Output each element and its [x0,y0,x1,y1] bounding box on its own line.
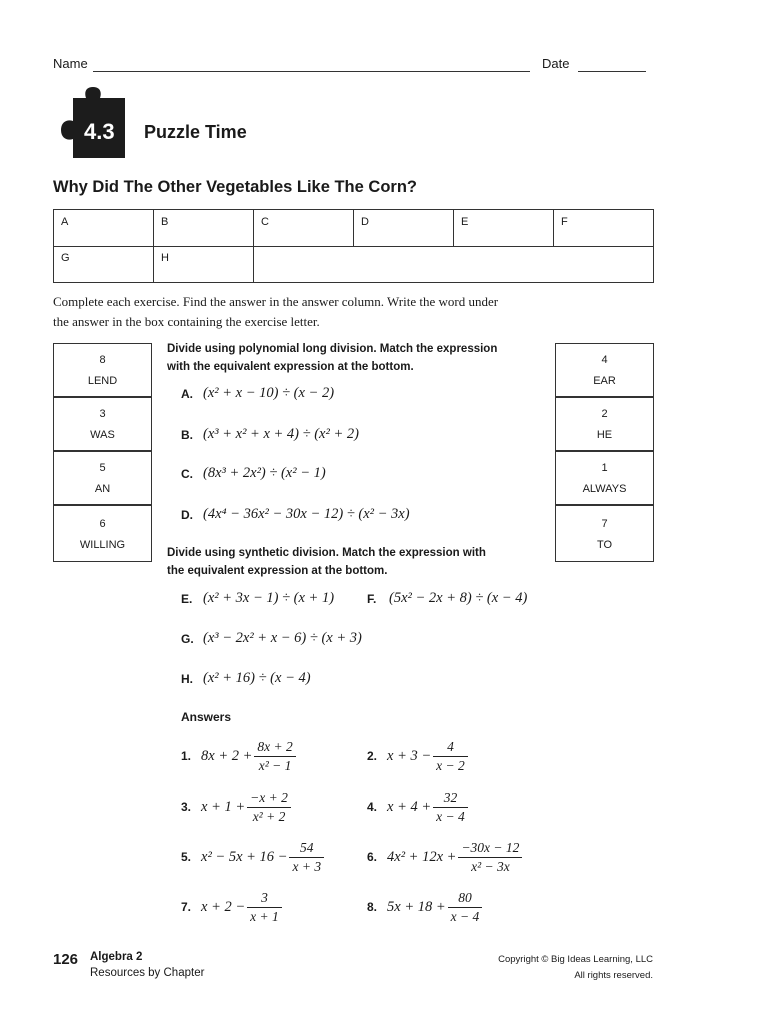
word-box [53,343,152,397]
answer-3 [181,787,293,827]
answer-label: 6. [367,850,378,864]
answer-box-d[interactable] [353,209,454,247]
word-box [53,451,152,505]
answer-4 [367,787,470,827]
riddle-question: Why Did The Other Vegetables Like The Corn? [53,178,417,196]
fraction-numerator: 3 [247,890,282,908]
date-field-line[interactable] [578,71,646,72]
word-text: EAR [593,375,616,387]
instructions [53,292,498,332]
word-box [555,451,654,505]
exercise-h: (x² + 16) ÷ (x − 4) [203,670,311,686]
word-box [555,505,654,562]
answer-label: 5. [181,850,192,864]
answer-lead: 8x + 2 + [201,747,253,764]
fraction-denominator: x² − 1 [258,757,292,773]
copyright-text: Copyright © Big Ideas Learning, LLC [498,954,653,965]
answer-fraction [254,739,295,774]
word-number: 4 [601,354,608,366]
fraction-denominator: x² + 2 [252,808,286,824]
answers-heading: Answers [181,710,232,724]
directions-synthetic-division [167,544,486,580]
fraction-denominator: x + 3 [292,858,322,874]
answer-lead: x + 4 + [387,798,432,815]
name-field-line[interactable] [93,71,530,72]
exercise-label-h: H. [181,672,193,686]
exercise-e: (x² + 3x − 1) ÷ (x + 1) [203,590,335,606]
fraction-numerator: 4 [433,739,468,757]
word-number: 5 [99,462,106,474]
answer-fraction [458,840,522,875]
answer-fraction [247,790,291,825]
answer-fraction [289,840,324,875]
word-number: 8 [99,354,106,366]
answer-label: 3. [181,800,192,814]
answer-lead: x + 2 − [201,898,246,915]
grid-letter-f: F [561,216,568,228]
grid-letter-e: E [461,216,469,228]
grid-letter-d: D [361,216,369,228]
word-box [53,397,152,451]
word-number: 7 [601,518,608,530]
exercise-b: (x³ + x² + x + 4) ÷ (x² + 2) [203,426,359,442]
word-number: 2 [601,408,608,420]
instructions-line-2: the answer in the box containing the exercise letter. [53,314,320,329]
directions-line: the equivalent expression at the bottom. [167,565,388,577]
directions-long-division [167,340,497,376]
answer-lead: x + 1 + [201,798,246,815]
grid-letter-a: A [61,216,69,228]
grid-letter-h: H [161,252,169,264]
section-number: 4.3 [84,119,115,144]
grid-letter-c: C [261,216,269,228]
fraction-denominator: x − 4 [450,908,480,924]
exercise-label-e: E. [181,592,193,606]
answer-2 [367,736,470,776]
date-label: Date [542,56,570,71]
exercise-label-b: B. [181,428,193,442]
answer-6 [367,837,524,877]
answer-8 [367,887,484,927]
answer-label: 2. [367,749,378,763]
fraction-numerator: 32 [433,790,468,808]
grid-letter-b: B [161,216,169,228]
answer-lead: 4x² + 12x + [387,848,457,865]
answer-label: 8. [367,900,378,914]
answer-fraction [433,790,468,825]
word-text: TO [596,539,613,551]
copyright-notice [498,952,653,984]
word-number: 3 [99,408,106,420]
word-text: HE [596,429,613,441]
fraction-numerator: 80 [448,890,483,908]
directions-line: Divide using synthetic division. Match the expression with [167,547,486,559]
exercise-d: (4x⁴ − 36x² − 30x − 12) ÷ (x² − 3x) [203,506,410,522]
answer-fraction [448,890,483,925]
word-text: ALWAYS [582,483,627,495]
fraction-denominator: x − 2 [436,757,465,773]
word-box [53,505,152,562]
fraction-numerator: 54 [289,840,324,858]
exercise-label-f: F. [367,592,377,606]
word-box [555,343,654,397]
page-title: Puzzle Time [144,122,247,142]
exercise-a: (x² + x − 10) ÷ (x − 2) [203,385,335,401]
answer-fraction [247,890,282,925]
answer-box-e[interactable] [453,209,554,247]
exercise-label-a: A. [181,387,193,401]
answer-label: 1. [181,749,192,763]
fraction-numerator: 8x + 2 [254,739,295,757]
name-label: Name [53,56,88,71]
fraction-numerator: −30x − 12 [458,840,522,858]
fraction-denominator: x² − 3x [471,858,510,874]
directions-line: Divide using polynomial long division. Match the expression [167,343,498,355]
word-text: WILLING [79,539,126,551]
answer-box-c[interactable] [253,209,354,247]
word-text: WAS [90,429,115,441]
fraction-numerator: −x + 2 [247,790,291,808]
exercise-label-g: G. [181,632,194,646]
fraction-denominator: x − 4 [436,808,465,824]
instructions-line-1: Complete each exercise. Find the answer in the answer column. Write the word under [53,294,499,309]
answer-lead: x² − 5x + 16 − [201,848,288,865]
answer-5 [181,837,326,877]
exercise-c: (8x³ + 2x²) ÷ (x² − 1) [203,465,326,481]
exercise-f: (5x² − 2x + 8) ÷ (x − 4) [389,590,528,606]
answer-box-a[interactable] [53,209,154,247]
answer-label: 7. [181,900,192,914]
exercise-label-d: D. [181,508,193,522]
directions-line: with the equivalent expression at the bottom. [167,361,414,373]
answer-box-f[interactable] [553,209,654,247]
answer-label: 4. [367,800,378,814]
page-number: 126 [53,951,79,968]
answer-lead: x + 3 − [387,747,432,764]
book-title: Algebra 2 [90,951,143,963]
answer-1 [181,736,298,776]
answer-lead: 5x + 18 + [387,898,446,915]
word-box [555,397,654,451]
fraction-denominator: x + 1 [250,908,279,924]
answer-7 [181,887,284,927]
word-text: AN [94,483,111,495]
answer-box-b[interactable] [153,209,254,247]
book-subtitle: Resources by Chapter [90,967,205,979]
word-number: 1 [601,462,608,474]
word-text: LEND [87,375,118,387]
grid-letter-g: G [61,252,70,264]
exercise-g: (x³ − 2x² + x − 6) ÷ (x + 3) [203,630,362,646]
word-number: 6 [99,518,106,530]
answer-grid-blank [253,246,654,283]
exercise-label-c: C. [181,467,193,481]
answer-fraction [433,739,468,774]
rights-text: All rights reserved. [574,970,653,981]
